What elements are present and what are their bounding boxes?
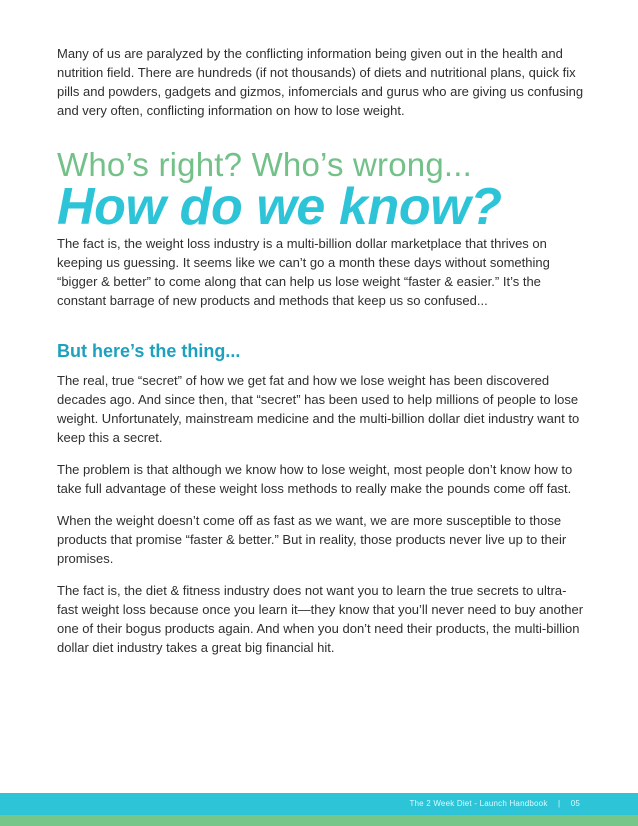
intro-paragraph: Many of us are paralyzed by the conflicting information being given out in the health and nutrition field. There are hundreds (if not thousands) of diets and nutritional plans, quick fix pills and powders, gadgets and gizmos, infomercials and gurus who are giving us confusing and very often, conflicting information on how to lose weight. — [57, 46, 584, 118]
body-paragraph-3: When the weight doesn’t come off as fast as we want, we are more susceptible to those products that promise “faster & better.” But in reality, those products never live up to their promises. — [57, 513, 567, 566]
body-paragraph-1: The real, true “secret” of how we get fat and how we lose weight has been discovered decades ago. And since then, that “secret” has been used to help millions of people to lose weight. Unfortunately, mainstream medicine and the multi-billion dollar diet industry want to keep this a secret. — [57, 373, 580, 445]
footer-title: The 2 Week Diet - Launch Handbook — [409, 799, 548, 808]
bottom-stripe — [0, 815, 638, 826]
footer-text — [409, 793, 580, 815]
body-paragraph-4: The fact is, the diet & fitness industry does not want you to learn the true secrets to ultra-fast weight loss because once you learn it—they know that you’ll never need to buy another one of their bogus products again. And when you don’t need their products, the multi-billion dollar diet industry takes a great big financial hit. — [57, 583, 584, 655]
footer-separator: | — [557, 799, 561, 808]
headline-bold: How do we know? — [57, 178, 502, 236]
headline-light: Who’s right? Who’s wrong... — [57, 146, 473, 183]
document-page — [57, 44, 587, 657]
footer-bar — [0, 793, 638, 815]
after-headline-paragraph: The fact is, the weight loss industry is a multi-billion dollar marketplace that thrives on keeping us guessing. It seems like we can’t go a month these days without something “bigger & better” to come along that can help us lose weight “faster & easier.” It’s the constant barrage of new products and methods that keep us so confused... — [57, 236, 550, 308]
section-subhead: But here’s the thing... — [57, 341, 241, 361]
page-number: 05 — [570, 799, 580, 808]
body-paragraph-2: The problem is that although we know how to lose weight, most people don’t know how to take full advantage of these weight loss methods to really make the pounds come off fast. — [57, 462, 573, 496]
